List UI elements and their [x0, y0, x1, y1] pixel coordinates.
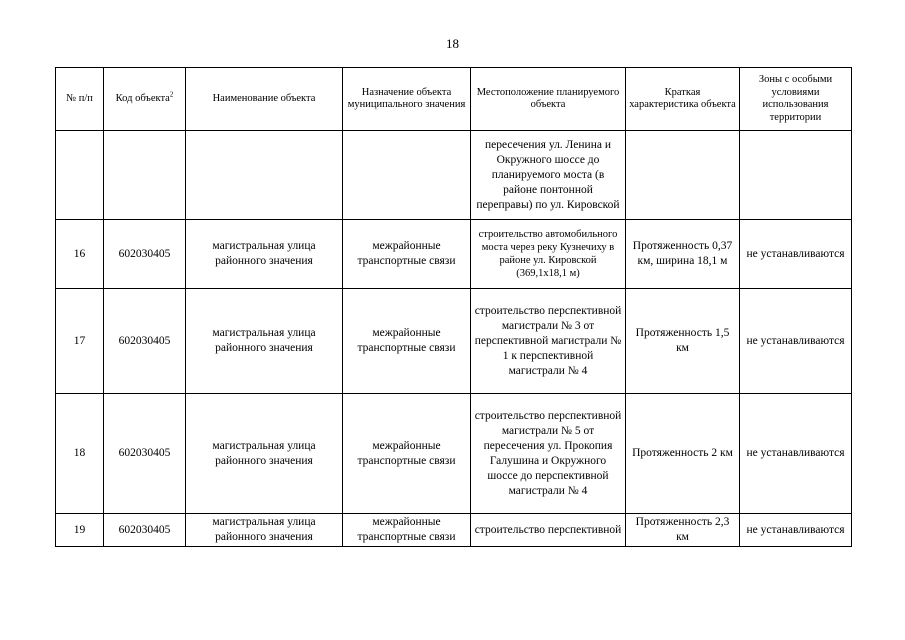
cell-location: строительство перспективной магистрали № 3 от перспективной магистрали № 1 к перспективной магистрали № 4 [471, 289, 626, 394]
cell-code: 602030405 [104, 514, 186, 547]
cell-characteristic [626, 131, 740, 220]
cell-num: 16 [56, 220, 104, 289]
cell-name: магистральная улица районного значения [186, 220, 343, 289]
cell-name [186, 131, 343, 220]
cell-num [56, 131, 104, 220]
cell-num: 18 [56, 394, 104, 514]
header-location: Местоположение планируемого объекта [471, 68, 626, 131]
cell-characteristic: Протяженность 0,37 км, ширина 18,1 м [626, 220, 740, 289]
cell-name: магистральная улица районного значения [186, 289, 343, 394]
cell-characteristic: Протяженность 2,3 км [626, 514, 740, 547]
cell-location: строительство перспективной [471, 514, 626, 547]
header-name: Наименование объекта [186, 68, 343, 131]
cell-characteristic: Протяженность 1,5 км [626, 289, 740, 394]
cell-num: 17 [56, 289, 104, 394]
cell-code [104, 131, 186, 220]
cell-zones: не устанавливаются [740, 394, 852, 514]
cell-num: 19 [56, 514, 104, 547]
cell-location: строительство автомобильного моста через реку Кузнечиху в районе ул. Кировской (369,1х18,1 м) [471, 220, 626, 289]
objects-table [55, 67, 852, 547]
cell-purpose: межрайонные транспортные связи [343, 514, 471, 547]
table-row [56, 220, 852, 289]
table-row [56, 394, 852, 514]
cell-zones [740, 131, 852, 220]
cell-name: магистральная улица районного значения [186, 514, 343, 547]
header-characteristic: Краткая характеристика объекта [626, 68, 740, 131]
header-purpose: Назначение объекта муниципального значения [343, 68, 471, 131]
cell-code: 602030405 [104, 289, 186, 394]
cell-zones: не устанавливаются [740, 220, 852, 289]
header-code-footnote: 2 [169, 90, 174, 99]
table-row [56, 289, 852, 394]
header-zones: Зоны с особыми условиями использования территории [740, 68, 852, 131]
cell-purpose: межрайонные транспортные связи [343, 394, 471, 514]
table-header-row [56, 68, 852, 131]
header-num: № п/п [56, 68, 104, 131]
cell-name: магистральная улица районного значения [186, 394, 343, 514]
cell-purpose: межрайонные транспортные связи [343, 220, 471, 289]
cell-zones: не устанавливаются [740, 289, 852, 394]
cell-zones: не устанавливаются [740, 514, 852, 547]
page-number: 18 [446, 36, 459, 51]
cell-location: пересечения ул. Ленина и Окружного шоссе до планируемого моста (в районе понтонной переправы) по ул. Кировской [471, 131, 626, 220]
cell-code: 602030405 [104, 394, 186, 514]
header-code [104, 68, 186, 131]
table-row [56, 514, 852, 547]
table-row [56, 131, 852, 220]
header-code-label: Код объекта [115, 92, 170, 104]
cell-location: строительство перспективной магистрали № 5 от пересечения ул. Прокопия Галушина и Окружного шоссе до перспективной магистрали № 4 [471, 394, 626, 514]
cell-characteristic: Протяженность 2 км [626, 394, 740, 514]
cell-purpose: межрайонные транспортные связи [343, 289, 471, 394]
cell-purpose [343, 131, 471, 220]
cell-code: 602030405 [104, 220, 186, 289]
